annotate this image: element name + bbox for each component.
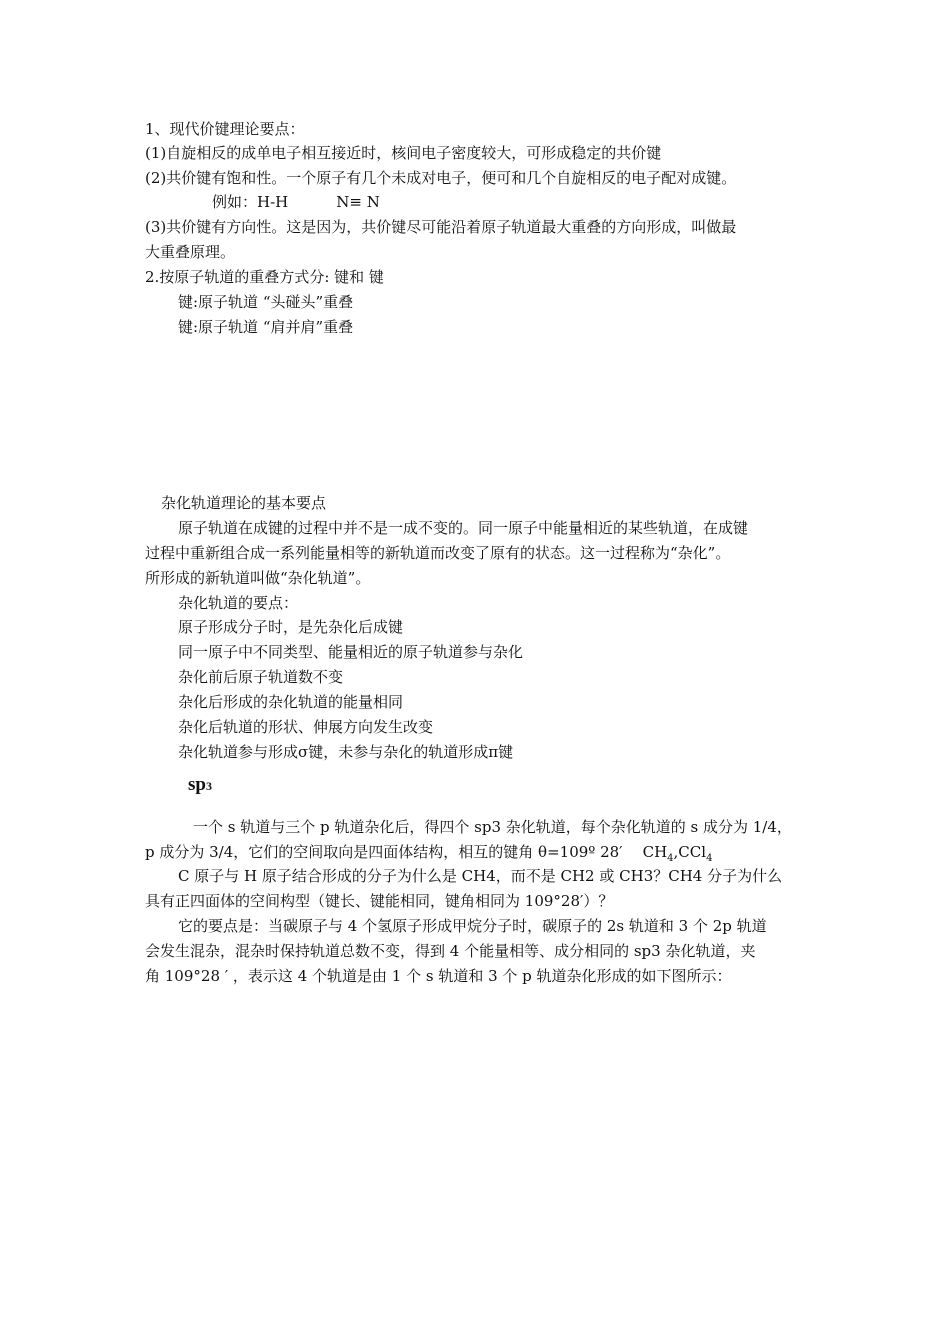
hybrid-title: 杂化轨道理论的基本要点: [161, 494, 327, 512]
section1-point-2: (2)共价键有饱和性。一个原子有几个未成对电子，便可和几个自旋相反的电子配对成键。: [145, 169, 737, 187]
hybrid-points-title: 杂化轨道的要点：: [178, 594, 299, 612]
hybrid-point-2: 同一原子中不同类型、能量相近的原子轨道参与杂化: [178, 643, 524, 661]
sp3-p1-line2-text: p 成分为 3/4，它们的空间取向是四面体结构，相互的键角 θ=109º 28′: [145, 843, 623, 861]
hybrid-point-6: 杂化轨道参与形成σ键，未参与杂化的轨道形成π键: [178, 743, 514, 761]
section1-title: 1、现代价键理论要点：: [145, 120, 305, 138]
example-ch4: CH: [642, 843, 668, 861]
pi-bond-desc: 键:原子轨道 “肩并肩”重叠: [178, 318, 354, 336]
section2-title: 2.按原子轨道的重叠方式分: 键和 键: [145, 268, 384, 286]
sp3-answer-line3: 角 109°28 ′ ，表示这 4 个轨道是由 1 个 s 轨道和 3 个 p 轨道杂化形成的如下图所示：: [145, 967, 732, 985]
sp3-heading-sup: 3: [205, 779, 212, 793]
hybrid-point-1: 原子形成分子时，是先杂化后成键: [178, 618, 404, 636]
sp3-question-line1: C 原子与 H 原子结合形成的分子为什么是 CH4，而不是 CH2 或 CH3？CH4 分子为什么: [178, 867, 783, 885]
sp3-answer-line2: 会发生混杂，混杂时保持轨道总数不变，得到 4 个能量相等、成分相同的 sp3 杂化轨道，夹: [145, 942, 756, 960]
hybrid-intro-line2: 过程中重新组合成一系列能量相等的新轨道而改变了原有的状态。这一过程称为“杂化”。: [145, 544, 731, 562]
sp3-p1-line1: 一个 s 轨道与三个 p 轨道杂化后，得四个 sp3 杂化轨道，每个杂化轨道的 s 成分为 1/4，: [193, 818, 792, 836]
sp3-answer-line1: 它的要点是：当碳原子与 4 个氢原子形成甲烷分子时，碳原子的 2s 轨道和 3 个 2p 轨道: [178, 917, 767, 935]
sp3-heading: [188, 773, 212, 798]
hybrid-intro-line1: 原子轨道在成键的过程中并不是一成不变的。同一原子中能量相近的某些轨道，在成键: [178, 519, 749, 537]
sigma-bond-desc: 键:原子轨道 “头碰头”重叠: [178, 293, 354, 311]
example-ccl4-sub: 4: [706, 853, 713, 864]
example-n2: N≡ N: [336, 193, 380, 211]
example-ccl4: ,CCl: [673, 843, 707, 861]
sp3-heading-main: sp: [188, 774, 206, 795]
example-hh: 例如：H-H: [212, 193, 289, 211]
hybrid-point-5: 杂化后轨道的形状、伸展方向发生改变: [178, 718, 434, 736]
example-ch4-sub: 4: [667, 853, 674, 864]
section1-example: [212, 190, 380, 214]
hybrid-point-3: 杂化前后原子轨道数不变: [178, 668, 344, 686]
hybrid-point-4: 杂化后形成的杂化轨道的能量相同: [178, 693, 404, 711]
section1-point-1: (1)自旋相反的成单电子相互接近时，核间电子密度较大，可形成稳定的共价键: [145, 144, 662, 162]
section1-point-3-line1: (3)共价键有方向性。这是因为，共价键尽可能沿着原子轨道最大重叠的方向形成，叫做最: [145, 218, 737, 236]
hybrid-intro-line3: 所形成的新轨道叫做“杂化轨道”。: [145, 569, 371, 587]
section1-point-3-line2: 大重叠原理。: [145, 243, 236, 261]
sp3-question-line2: 具有正四面体的空间构型（键长、键能相同，键角相同为 109°28′）？: [145, 892, 614, 910]
